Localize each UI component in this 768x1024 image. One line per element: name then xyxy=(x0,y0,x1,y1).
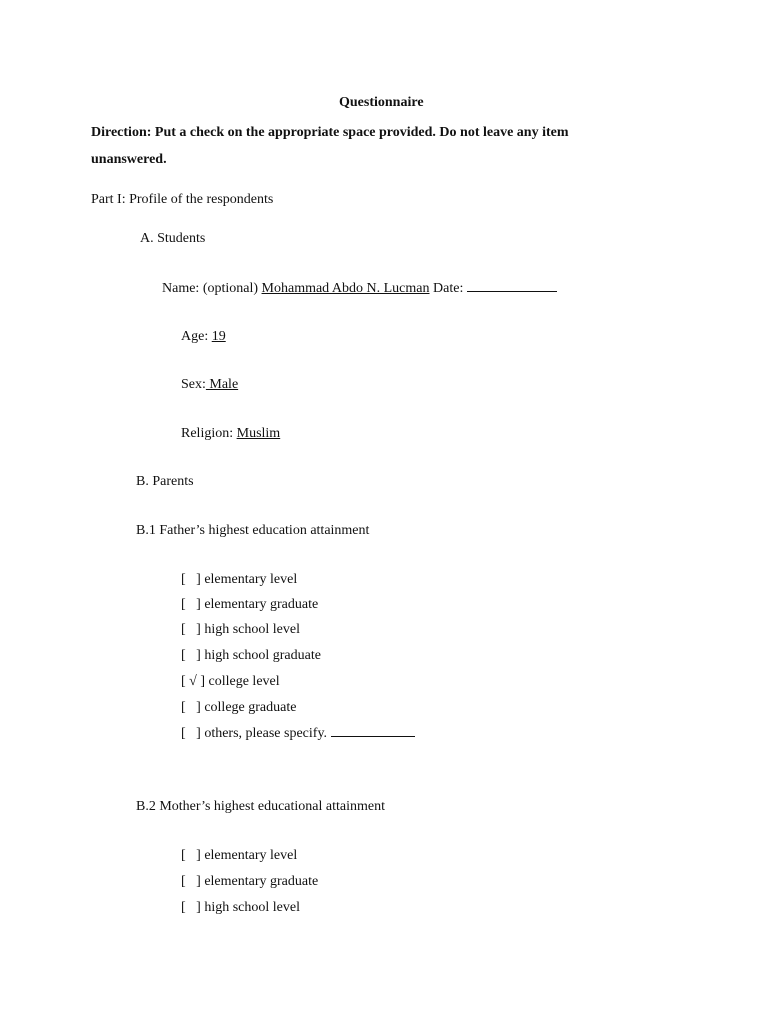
sex-value: Male xyxy=(205,377,239,392)
option-label: others, please specify. xyxy=(204,726,328,741)
option-label: high school graduate xyxy=(204,648,321,663)
name-label: Name: (optional) xyxy=(162,281,259,296)
option-label: elementary graduate xyxy=(204,874,319,889)
religion-label: Religion: xyxy=(181,426,234,441)
b1-option xyxy=(181,699,296,717)
checkbox: [ ] xyxy=(181,597,201,612)
date-blank xyxy=(467,279,557,292)
b2-option xyxy=(181,847,297,865)
section-b-heading: B. Parents xyxy=(136,474,194,489)
specify-blank xyxy=(331,724,415,737)
option-label: elementary level xyxy=(204,572,298,587)
name-row xyxy=(162,279,557,298)
part-1-heading: Part I: Profile of the respondents xyxy=(91,192,274,207)
checkbox: [ ] xyxy=(181,848,201,863)
b2-option xyxy=(181,873,318,891)
direction-line-1: Direction: Put a check on the appropriate space provided. Do not leave any item xyxy=(91,125,569,140)
checkbox: [ ] xyxy=(181,726,201,741)
date-label: Date: xyxy=(433,281,464,296)
sex-label: Sex: xyxy=(181,377,206,392)
b1-option xyxy=(181,724,415,743)
b1-option xyxy=(181,596,318,614)
option-label: college level xyxy=(208,674,280,689)
b2-heading: B.2 Mother’s highest educational attainment xyxy=(136,799,385,814)
checkbox: [ ] xyxy=(181,572,201,587)
checkbox: [ ] xyxy=(181,874,201,889)
age-label: Age: xyxy=(181,329,209,344)
b1-option xyxy=(181,621,300,639)
b1-option xyxy=(181,571,297,589)
option-label: high school level xyxy=(204,900,300,915)
age-value: 19 xyxy=(211,329,226,344)
age-row xyxy=(181,328,226,346)
religion-row xyxy=(181,425,280,443)
b2-option xyxy=(181,899,300,917)
checkbox: [ ] xyxy=(181,622,201,637)
section-a-heading: A. Students xyxy=(140,231,206,246)
b1-option xyxy=(181,647,321,665)
option-label: high school level xyxy=(204,622,300,637)
b1-option-checked xyxy=(181,673,280,691)
checkbox: [ ] xyxy=(181,648,201,663)
direction-line-2: unanswered. xyxy=(91,152,167,167)
religion-value: Muslim xyxy=(236,426,281,441)
option-label: college graduate xyxy=(204,700,297,715)
checkbox: [ ] xyxy=(181,900,201,915)
name-value: Mohammad Abdo N. Lucman xyxy=(261,281,430,296)
document-title: Questionnaire xyxy=(339,95,424,110)
checkbox: [ ] xyxy=(181,700,201,715)
option-label: elementary graduate xyxy=(204,597,319,612)
sex-row xyxy=(181,376,238,394)
checkbox-checked: [ √ ] xyxy=(181,674,206,689)
option-label: elementary level xyxy=(204,848,298,863)
b1-heading: B.1 Father’s highest education attainment xyxy=(136,523,370,538)
